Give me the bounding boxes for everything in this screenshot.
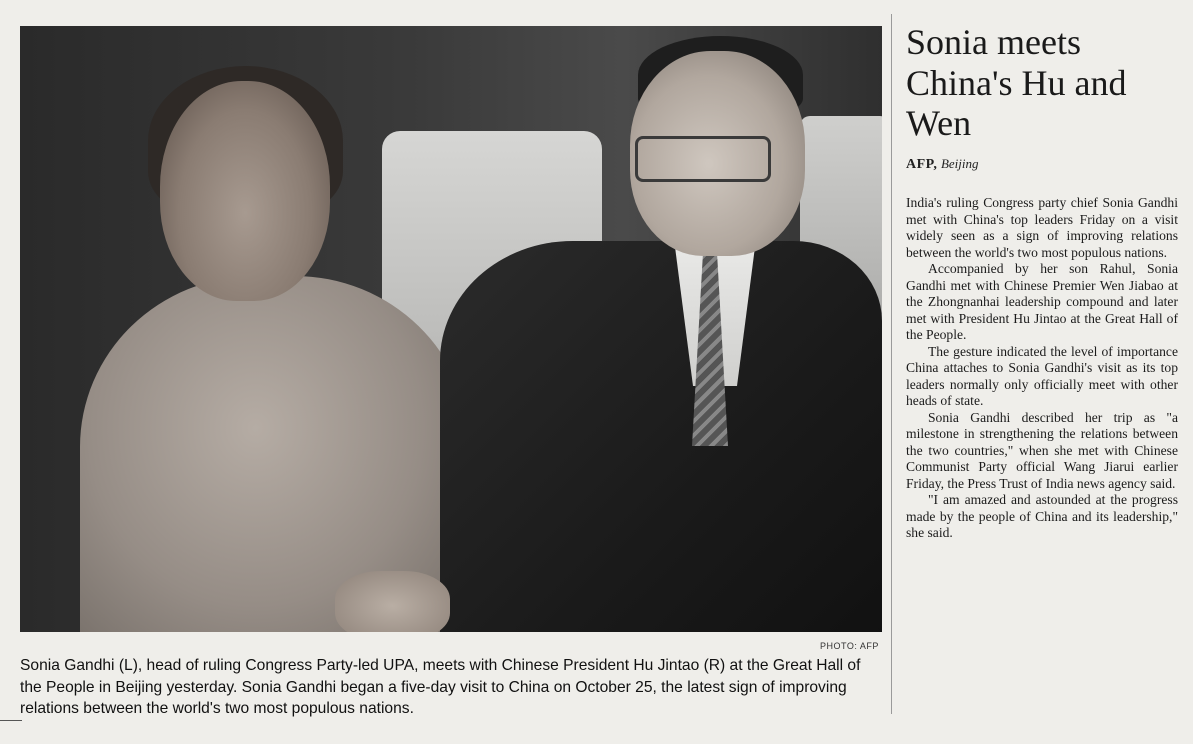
- paragraph: "I am amazed and astounded at the progress made by the people of China and its leadership," she said.: [906, 492, 1178, 540]
- headline: Sonia meets China's Hu and Wen: [906, 22, 1127, 143]
- paragraph: Accompanied by her son Rahul, Sonia Gandhi met with Chinese Premier Wen Jiabao at the Zhongnanhai leadership compound and later met with President Hu Jintao at the Great Hall of the People.: [906, 261, 1178, 342]
- paragraph: Sonia Gandhi described her trip as "a milestone in strengthening the relations between the two countries," when she met with Chinese Communist Party official Wang Jiarui earlier Friday, the Press Trust of India news agency said.: [906, 409, 1178, 491]
- photo-caption: Sonia Gandhi (L), head of ruling Congress Party-led UPA, meets with Chinese President Hu Jintao (R) at the Great Hall of the People in Beijing yesterday. Sonia Gandhi began a five-day visit to China on October 25, the latest sign of improving relations between the world's two most populous nations.: [20, 657, 861, 717]
- margin-rule: [0, 720, 22, 721]
- dark-suit: [440, 241, 882, 632]
- byline: [906, 156, 978, 173]
- paragraph: India's ruling Congress party chief Sonia Gandhi met with China's top leaders Friday on a visit widely seen as a sign of improving relations between the world's two most populous nations.: [906, 195, 1178, 260]
- byline-agency: AFP,: [906, 157, 938, 172]
- news-photo: [20, 26, 882, 632]
- column-divider: [891, 14, 892, 714]
- eyeglasses: [635, 136, 771, 182]
- paragraph: The gesture indicated the level of importance China attaches to Sonia Gandhi's visit as its top leaders normally only officially meet with other heads of state.: [906, 343, 1178, 408]
- byline-place: Beijing: [940, 156, 979, 171]
- handshake: [335, 571, 450, 632]
- photo-credit: PHOTO: AFP: [820, 641, 879, 651]
- woman-face: [160, 81, 330, 301]
- article-body: [906, 195, 1178, 542]
